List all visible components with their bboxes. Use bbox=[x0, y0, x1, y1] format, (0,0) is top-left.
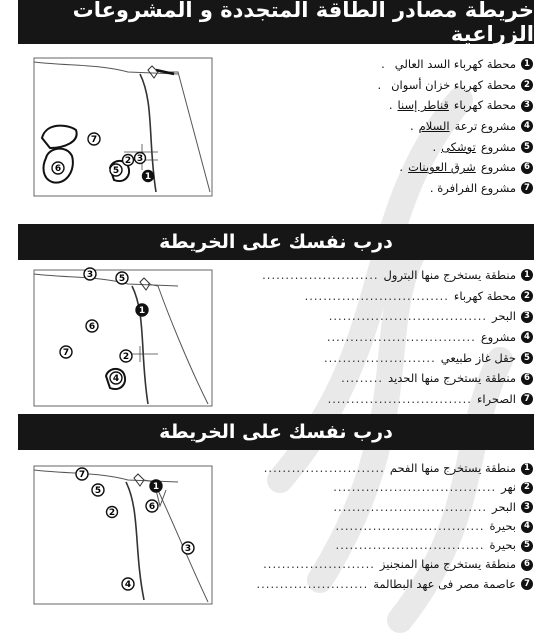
svg-text:2: 2 bbox=[124, 156, 132, 166]
list-item: 3 البحر .................................. bbox=[262, 306, 533, 327]
list-item: 6 منطقة يستخرج منها المنجنيز ........................ bbox=[257, 555, 534, 574]
list-item: 6 منطقة يستخرج منها الحديد ......... bbox=[262, 368, 533, 389]
svg-text:1: 1 bbox=[138, 306, 146, 316]
svg-text:7: 7 bbox=[90, 135, 98, 145]
section3-title: درب نفسك على الخريطة bbox=[18, 414, 534, 450]
svg-text:5: 5 bbox=[94, 486, 102, 496]
section3-list bbox=[257, 459, 534, 594]
svg-text:3: 3 bbox=[136, 154, 144, 164]
list-item: 2 محطة كهرباء ............................... bbox=[262, 286, 533, 307]
section1-list bbox=[377, 54, 533, 199]
list-item: 5 بحيرة ................................ bbox=[257, 536, 534, 555]
list-item: 4 مشروع ترعة السلام . bbox=[377, 116, 533, 137]
svg-text:4: 4 bbox=[112, 374, 120, 384]
list-item: 3 محطة كهرباء قناطر إسنا . bbox=[377, 95, 533, 116]
egypt-map-exercise-2 bbox=[28, 460, 218, 610]
section1-title: خريطة مصادر الطاقة المتجددة و المشروعات الزراعية bbox=[18, 0, 534, 44]
svg-text:6: 6 bbox=[148, 502, 156, 512]
svg-text:1: 1 bbox=[144, 172, 152, 182]
list-item: 1 منطقة يستخرج منها الفحم .......................... bbox=[257, 459, 534, 478]
egypt-map-exercise-1 bbox=[28, 264, 218, 412]
list-item: 4 بحيرة ................................ bbox=[257, 517, 534, 536]
list-item: 2 نهر ................................... bbox=[257, 478, 534, 497]
svg-text:7: 7 bbox=[62, 348, 70, 358]
list-item: 3 البحر ................................. bbox=[257, 498, 534, 517]
map2-markers bbox=[60, 268, 148, 384]
list-item: 6 مشروع شرق العوينات . bbox=[377, 157, 533, 178]
svg-text:3: 3 bbox=[86, 270, 94, 280]
section2-title: درب نفسك على الخريطة bbox=[18, 224, 534, 260]
map3-markers bbox=[76, 468, 194, 590]
svg-text:6: 6 bbox=[54, 164, 62, 174]
svg-text:5: 5 bbox=[118, 274, 126, 284]
svg-text:3: 3 bbox=[184, 544, 192, 554]
list-item: 7 عاصمة مصر فى عهد البطالمة ........................ bbox=[257, 575, 534, 594]
svg-text:6: 6 bbox=[88, 322, 96, 332]
list-item: 7 الصحراء ............................... bbox=[262, 389, 533, 410]
svg-text:5: 5 bbox=[112, 166, 120, 176]
map1-markers bbox=[52, 133, 154, 182]
svg-text:2: 2 bbox=[122, 352, 130, 362]
svg-text:2: 2 bbox=[108, 508, 116, 518]
list-item: 5 مشروع توشكى . bbox=[377, 137, 533, 158]
farafra-shape bbox=[42, 126, 77, 148]
list-item: 1 منطقة يستخرج منها البترول ......................... bbox=[262, 265, 533, 286]
list-item: 5 حقل غاز طبيعي ........................ bbox=[262, 348, 533, 369]
egypt-map-energy bbox=[28, 52, 218, 202]
list-item: 1 محطة كهرباء السد العالي . bbox=[377, 54, 533, 75]
list-item: 2 محطة كهرباء خزان أسوان . bbox=[377, 75, 533, 96]
svg-text:7: 7 bbox=[78, 470, 86, 480]
list-item: 4 مشروع ................................ bbox=[262, 327, 533, 348]
section2-list bbox=[262, 265, 533, 410]
svg-text:1: 1 bbox=[152, 482, 160, 492]
list-item: 7 مشروع الفرافرة . bbox=[377, 178, 533, 199]
svg-text:4: 4 bbox=[124, 580, 132, 590]
